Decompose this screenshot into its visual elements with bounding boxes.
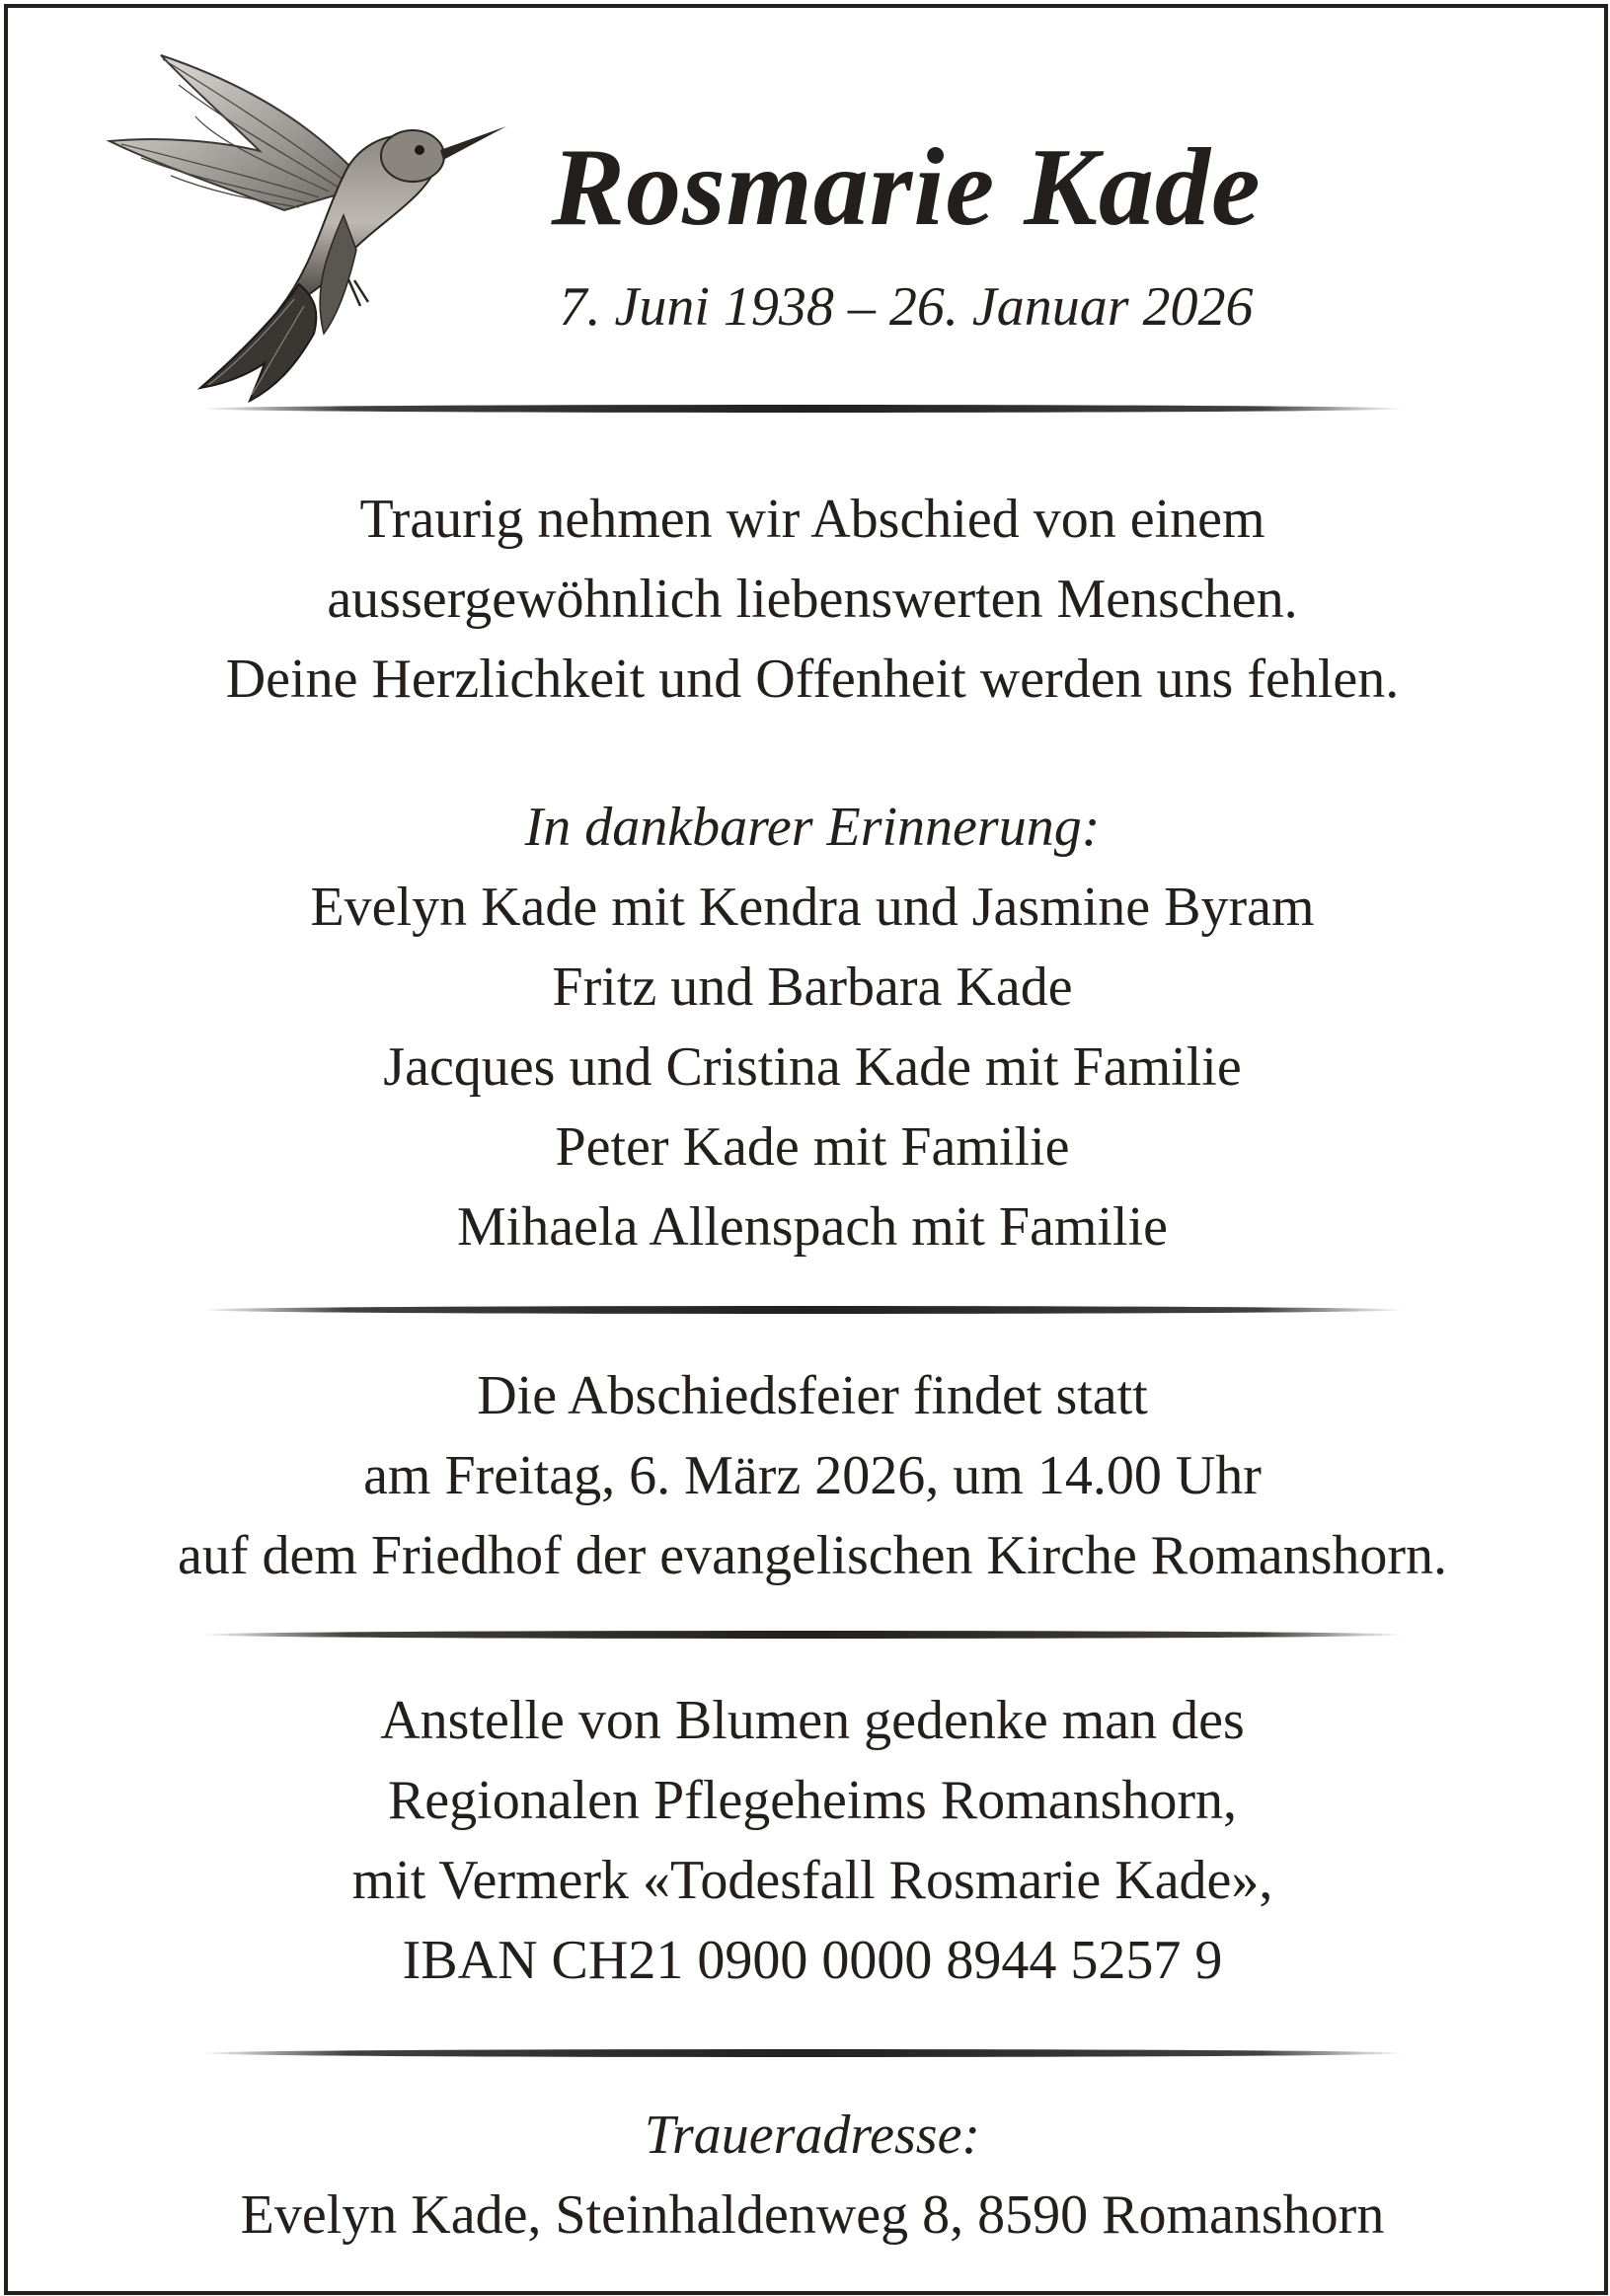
divider-rule <box>200 2049 1405 2057</box>
mourner-name: Jacques und Cristina Kade mit Familie <box>383 1036 1242 1098</box>
mourner-name: Evelyn Kade mit Kendra und Jasmine Byram <box>310 877 1315 938</box>
ceremony-line: am Freitag, 6. März 2026, um 14.00 Uhr <box>363 1445 1262 1506</box>
address-line: Evelyn Kade, Steinhaldenweg 8, 8590 Romanshorn <box>240 2184 1385 2246</box>
intro-text <box>28 480 1597 720</box>
intro-line: Traurig nehmen wir Abschied von einem <box>359 489 1265 550</box>
ceremony-line: auf dem Friedhof der evangelischen Kirche Romanshorn. <box>177 1525 1448 1586</box>
ceremony-line: Die Abschiedsfeier findet statt <box>477 1365 1148 1426</box>
intro-line: Deine Herzlichkeit und Offenheit werden uns fehlen. <box>225 649 1400 710</box>
address-block <box>28 2096 1597 2256</box>
mourner-name: Fritz und Barbara Kade <box>552 957 1073 1018</box>
divider-rule <box>200 1631 1405 1639</box>
obituary-card <box>4 4 1608 2295</box>
ceremony-text <box>28 1356 1597 1596</box>
donation-line: Regionalen Pflegeheims Romanshorn, <box>387 1770 1238 1831</box>
intro-line: aussergewöhnlich liebenswerten Menschen. <box>327 569 1298 630</box>
divider-rule <box>200 1306 1405 1314</box>
mourner-name: Mihaela Allenspach mit Familie <box>456 1196 1169 1258</box>
mourners-heading: In dankbarer Erinnerung: <box>524 797 1101 858</box>
donation-text <box>28 1681 1597 2001</box>
donation-line: mit Vermerk «Todesfall Rosmarie Kade», <box>351 1850 1273 1911</box>
donation-line: Anstelle von Blumen gedenke man des <box>380 1690 1245 1751</box>
mourners-list <box>28 788 1597 1267</box>
life-dates: 7. Juni 1938 – 26. Januar 2026 <box>559 276 1254 338</box>
divider-rule <box>200 405 1405 413</box>
address-heading: Traueradresse: <box>644 2105 981 2166</box>
mourner-name: Peter Kade mit Familie <box>555 1116 1070 1178</box>
hummingbird-icon <box>102 47 511 403</box>
donation-line: IBAN CH21 0900 0000 8944 5257 9 <box>402 1930 1223 1991</box>
deceased-name: Rosmarie Kade <box>551 126 1262 249</box>
